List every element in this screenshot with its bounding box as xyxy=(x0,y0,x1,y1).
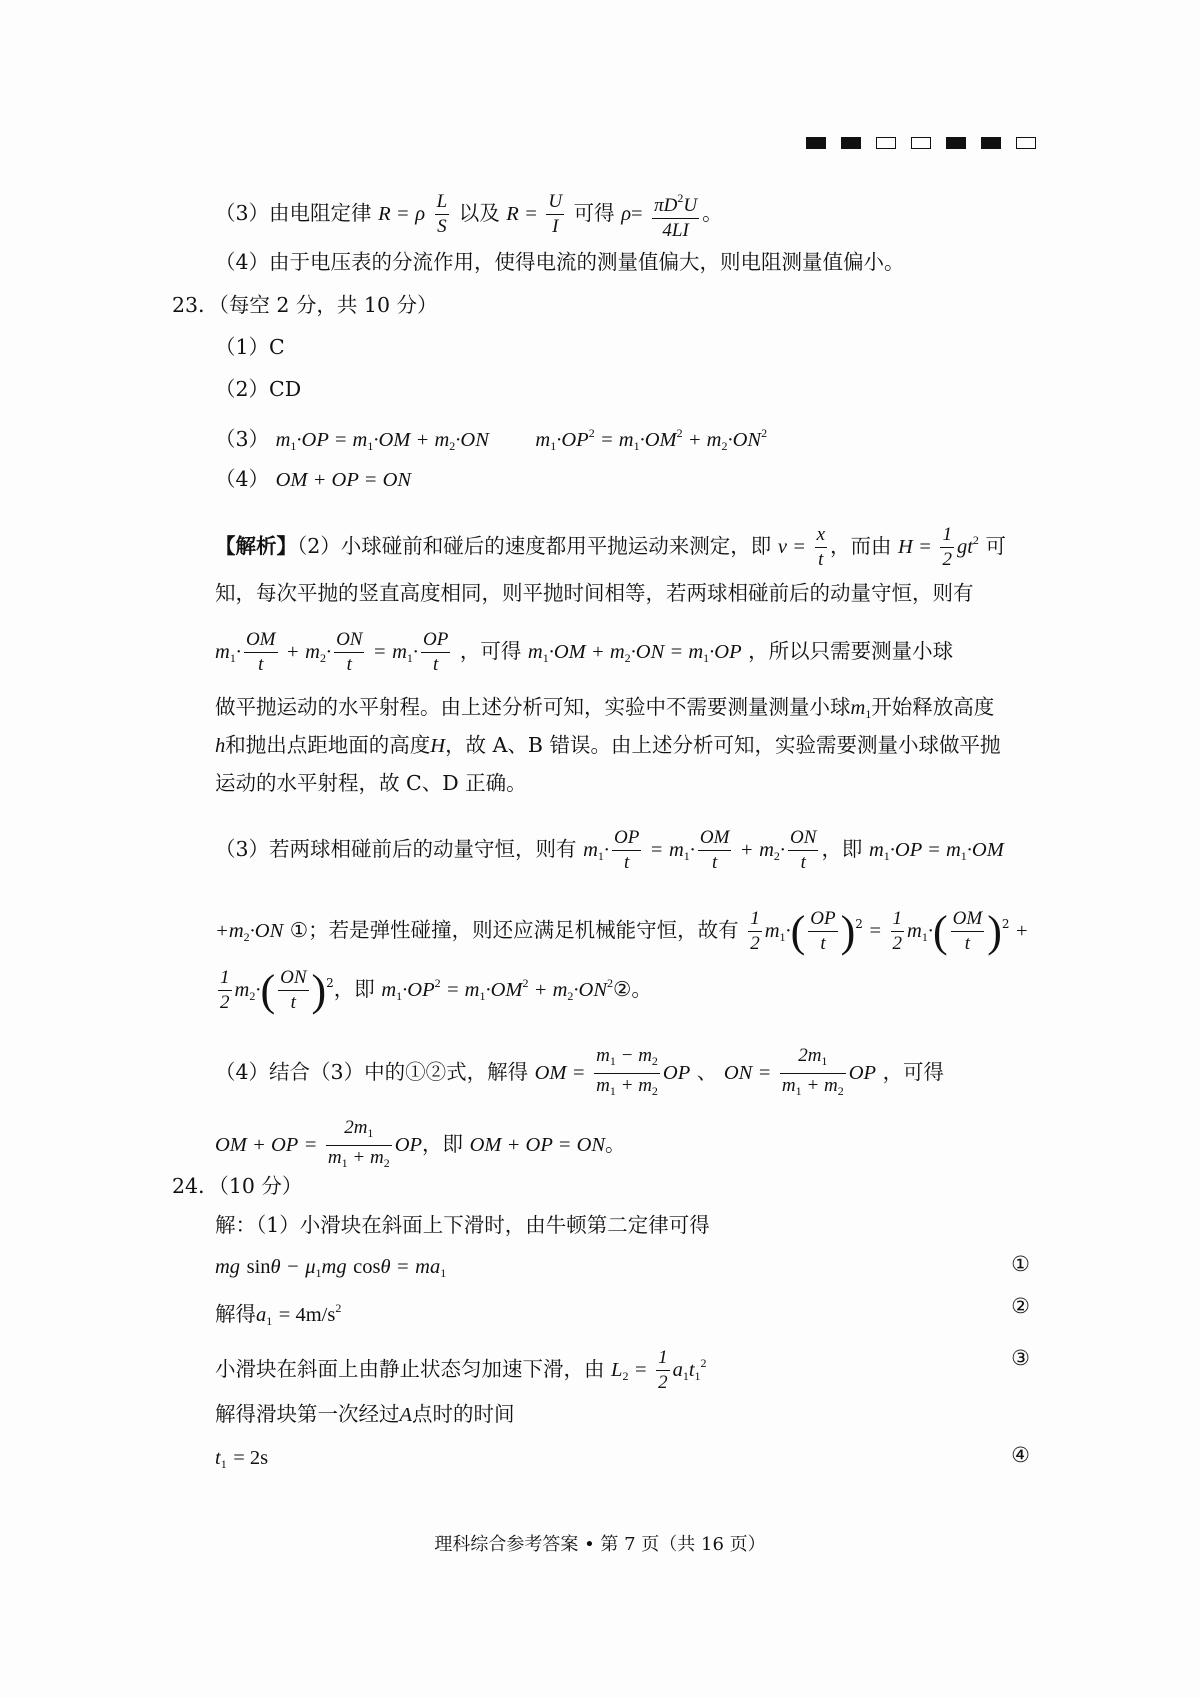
text: 做平抛运动的水平射程。由上述分析可知，实验中不需要测量测量小球 xyxy=(215,695,851,719)
text: ②。 xyxy=(613,977,652,1001)
text: ，可得 xyxy=(459,639,522,663)
analysis-p5: h和抛出点距地面的高度H，故 A、B 错误。由上述分析可知，实验需要测量小球做平抛 xyxy=(215,733,1001,757)
text: 。 xyxy=(702,201,723,225)
page-footer: 理科综合参考答案 • 第 7 页（共 16 页） xyxy=(434,1534,766,1555)
text: 点时的时间 xyxy=(412,1402,515,1426)
text: 解得 xyxy=(215,1302,256,1326)
analysis-p8: $+m_2\cdot ON$ ①；若是弹性碰撞，则还应满足机械能守恒，故有 $\frac{1}{2}$ $m_1\cdot$( $\frac{OP}{t}$ )$^2$ = $\frac{1}{2}$ $m_1\cdot$( $\frac{OM}{t}$ )$^2$ + xyxy=(215,906,1028,956)
equation-number: ④ xyxy=(1011,1443,1030,1467)
text: ，所以只需要测量小球 xyxy=(748,639,954,663)
text: 和抛出点距地面的高度 xyxy=(225,733,431,757)
text: ①；若是弹性碰撞，则还应满足机械能守恒，故有 xyxy=(289,918,739,942)
s22-line4: （4）由于电压表的分流作用，使得电流的测量值偏大，则电阻测量值偏小。 xyxy=(215,250,905,274)
label: （3） xyxy=(215,427,270,451)
text: ，而由 xyxy=(830,534,892,558)
mark-filled xyxy=(806,137,826,149)
text: 可得 xyxy=(573,201,615,225)
text: 以及 xyxy=(458,201,500,225)
mark-empty xyxy=(876,137,896,149)
analysis-p11: OM + OP = $\frac{2m_1}{m_1 + m_2}$ OP，即 OM + OP = ON。 xyxy=(215,1117,626,1170)
q24-line1: 解：（1）小滑块在斜面上下滑时，由牛顿第二定律可得 xyxy=(215,1213,710,1237)
label: （4） xyxy=(215,467,270,491)
s22-line3: （3）由电阻定律 R = ρ $\frac{L}{S}$ 以及 R = $\frac{U}{I}$ 可得 ρ= $\frac{\pi D^2U}{4LI}$ 。 xyxy=(215,186,723,243)
text: 开始释放高度 xyxy=(871,695,995,719)
analysis-p7: （3）若两球相碰前后的动量守恒，则有 $m_1\cdot$ $\frac{OP}{t}$ = $m_1\cdot$ $\frac{OM}{t}$ + $m_2\cdot$ $\frac{ON}{t}$ ，即 $m_1\cdot OP = m_1\cdot OM$ xyxy=(215,827,1004,873)
mark-filled xyxy=(841,137,861,149)
text: ，即 xyxy=(422,1132,464,1156)
q24-eq4: $t_1 = 2s$ xyxy=(215,1447,269,1471)
analysis-p2: 知，每次平抛的竖直高度相同，则平抛时间相等，若两球相碰前后的动量守恒，则有 xyxy=(215,581,974,605)
text: ，故 A、B 错误。由上述分析可知，实验需要测量小球做平抛 xyxy=(445,733,1001,757)
q23-answer-1: （1）C xyxy=(215,335,285,359)
text: （2）小球碰前和碰后的速度都用平抛运动来测定，即 xyxy=(297,534,772,558)
text: ，即 xyxy=(333,977,375,1001)
text: ，可得 xyxy=(882,1060,945,1084)
q24-line5: 解得滑块第一次经过A点时的时间 xyxy=(215,1402,515,1426)
mark-filled xyxy=(946,137,966,149)
analysis-p6: 运动的水平射程，故 C、D 正确。 xyxy=(215,771,527,795)
analysis-p9: $\frac{1}{2}$ $m_2\cdot$( $\frac{ON}{t}$ )$^2$，即 $m_1\cdot OP^2 = m_1\cdot OM^2$ + $m_2\cdot ON^2②$。 xyxy=(220,965,652,1015)
text: 可 xyxy=(985,534,1006,558)
q23-answer-3: （3） $m_1\cdot OP = m_1\cdot OM + m_2\cdot ON$ $m_1\cdot OP^2 = m_1\cdot OM^2 + m_2\cdot ON^2$ xyxy=(215,426,768,453)
text: 。 xyxy=(605,1132,626,1156)
text: （4）结合（3）中的①②式，解得 xyxy=(215,1060,529,1084)
mark-empty xyxy=(1016,137,1036,149)
analysis-tag: 【解析】 xyxy=(215,534,297,558)
mark-empty xyxy=(911,137,931,149)
q23-answer-2: （2）CD xyxy=(215,377,302,401)
analysis-p4: 做平抛运动的水平射程。由上述分析可知，实验中不需要测量测量小球$m_1$开始释放高度 xyxy=(215,695,995,721)
q23-title: 23．（每空 2 分，共 10 分） xyxy=(172,293,438,317)
analysis-p1: 【解析】（2）小球碰前和碰后的速度都用平抛运动来测定，即 v = $\frac{x}{t}$ ，而由 H = $\frac{1}{2}$ $gt^2$ 可 xyxy=(215,524,1006,570)
equation-number: ② xyxy=(1011,1294,1030,1318)
text: （3）由电阻定律 xyxy=(215,201,372,225)
q24-eq1: mg $\sin\theta - \mu_1mg$ $\cos\theta = ma_1$ xyxy=(215,1256,447,1280)
text: 、 xyxy=(696,1060,718,1084)
equation-number: ③ xyxy=(1011,1346,1030,1370)
analysis-p3: $m_1\cdot$ $\frac{OM}{t}$ + $m_2\cdot$ $\frac{ON}{t}$ = $m_1\cdot$ $\frac{OP}{t}$ ，可得 $m_1\cdot OM + m_2\cdot ON = m_1\cdot OP$ ，所以只需要测量小球 xyxy=(215,629,954,675)
text: （3）若两球相碰前后的动量守恒，则有 xyxy=(215,837,577,861)
text: ，即 xyxy=(821,837,863,861)
text: 小滑块在斜面上由静止状态匀加速下滑，由 xyxy=(215,1357,605,1381)
q23-answer-4: （4） OM + OP = ON xyxy=(215,467,412,491)
q24-eq2: 解得$a_1 = 4m/s^2$ xyxy=(215,1301,342,1328)
q24-eq3: 小滑块在斜面上由静止状态匀加速下滑，由 $L_2$ = $\frac{1}{2}$ $a_1t_1^2$ xyxy=(215,1347,707,1393)
analysis-p10: （4）结合（3）中的①②式，解得 OM = $\frac{m_1 - m_2}{m_1 + m_2}$ OP 、 ON = $\frac{2m_1}{m_1 + m_2}$ OP ，可得 xyxy=(215,1045,945,1098)
equation-number: ① xyxy=(1011,1252,1030,1276)
text: 解得滑块第一次经过 xyxy=(215,1402,400,1426)
q24-title: 24．（10 分） xyxy=(172,1174,303,1198)
mark-filled xyxy=(981,137,1001,149)
